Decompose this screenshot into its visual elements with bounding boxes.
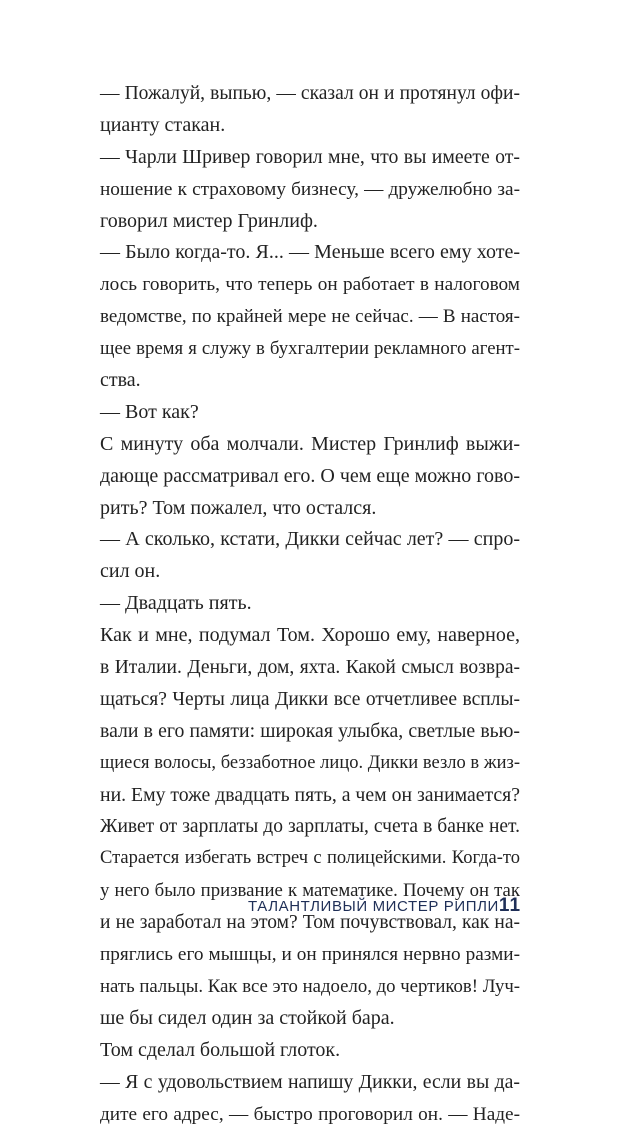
text-line: щаться? Черты лица Дикки все отчетливее всплы- (100, 684, 520, 716)
text-line: — Пожалуй, выпью, — сказал он и протянул офи- (100, 78, 520, 110)
text-line: цианту стакан. (100, 110, 520, 142)
page-number: 11 (499, 895, 521, 917)
text-line: ведомстве, по крайней мере не сейчас. — В настоя- (100, 301, 520, 333)
text-line: Как и мне, подумал Том. Хорошо ему, наверное, (100, 620, 520, 652)
text-line: щиеся волосы, беззаботное лицо. Дикки везло в жиз- (100, 748, 520, 780)
text-line: рить? Том пожалел, что остался. (100, 493, 520, 525)
text-line: — Я с удовольствием напишу Дикки, если вы да- (100, 1067, 520, 1099)
page-footer (248, 892, 520, 920)
text-line: щее время я служу в бухгалтерии рекламного агент- (100, 333, 520, 365)
text-line: говорил мистер Гринлиф. (100, 206, 520, 238)
text-line: Живет от зарплаты до зарплаты, счета в банке нет. (100, 811, 520, 843)
text-line: С минуту оба молчали. Мистер Гринлиф выжи- (100, 429, 520, 461)
running-title: ТАЛАНТЛИВЫЙ МИСТЕР РИПЛИ (248, 898, 499, 915)
text-line: ношение к страховому бизнесу, — дружелюбно за- (100, 174, 520, 206)
text-line: — Вот как? (100, 397, 520, 429)
text-line: и не заработал на этом? Том почувствовал, как на- (100, 907, 520, 939)
text-line: у него было призвание к математике. Почему он так (100, 875, 520, 907)
text-line: ни. Ему тоже двадцать пять, а чем он занимается? (100, 780, 520, 812)
text-line: нать пальцы. Как все это надоело, до чертиков! Луч- (100, 971, 520, 1003)
text-line: ства. (100, 365, 520, 397)
body-text (100, 78, 520, 1130)
text-line: дите его адрес, — быстро проговорил он. — Наде- (100, 1099, 520, 1130)
text-line: Старается избегать встреч с полицейскими. Когда-то (100, 843, 520, 875)
text-line: — Двадцать пять. (100, 588, 520, 620)
text-line: — Было когда-то. Я... — Меньше всего ему хоте- (100, 237, 520, 269)
text-line: в Италии. Деньги, дом, яхта. Какой смысл возвра- (100, 652, 520, 684)
text-line: Том сделал большой глоток. (100, 1035, 520, 1067)
text-line: пряглись его мышцы, и он принялся нервно разми- (100, 939, 520, 971)
text-line: сил он. (100, 556, 520, 588)
text-line: дающе рассматривал его. О чем еще можно гово- (100, 461, 520, 493)
text-line: лось говорить, что теперь он работает в налоговом (100, 269, 520, 301)
text-line: — А сколько, кстати, Дикки сейчас лет? — спро- (100, 524, 520, 556)
text-line: ше бы сидел один за стойкой бара. (100, 1003, 520, 1035)
text-line: вали в его памяти: широкая улыбка, светлые вью- (100, 716, 520, 748)
text-line: — Чарли Шривер говорил мне, что вы имеете от- (100, 142, 520, 174)
